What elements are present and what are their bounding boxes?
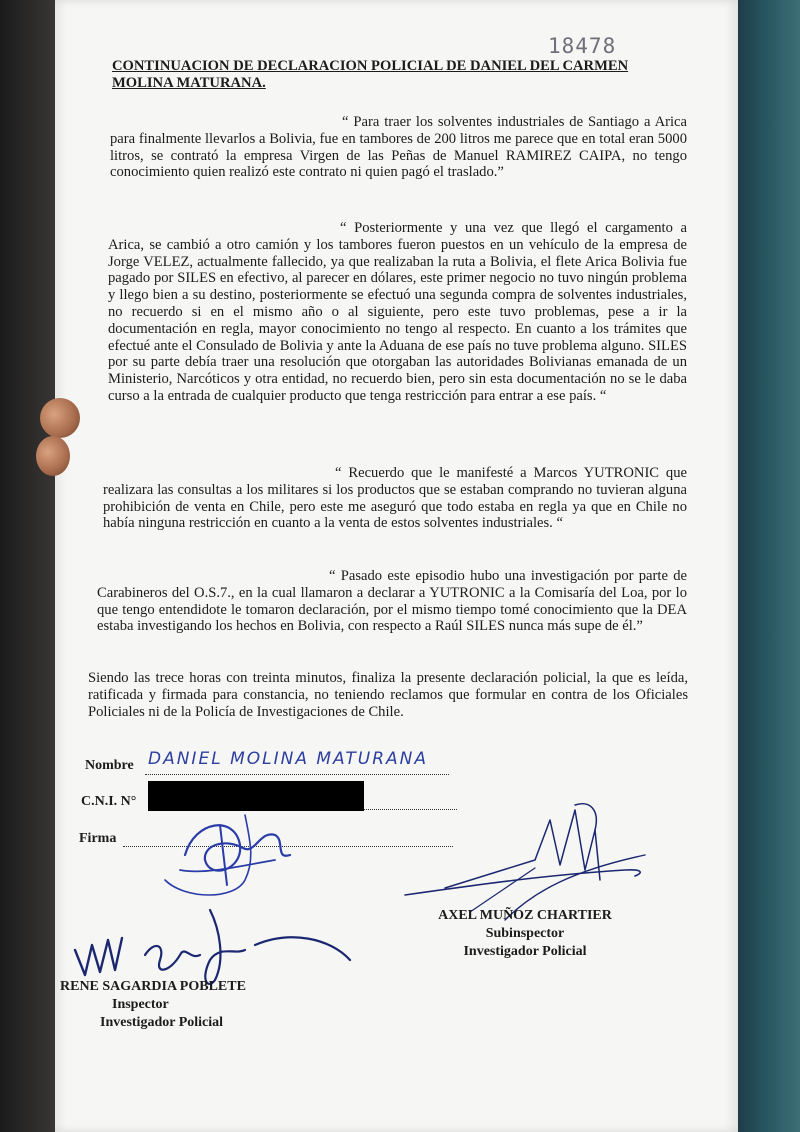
signatory-munoz-rank: Subinspector	[485, 926, 565, 941]
binder-background	[735, 0, 800, 1132]
paragraph-1: “ Para traer los solventes industriales de Santiago a Arica para finalmente llevarlos a Bolivia, fue en tambores de 200 litros me parece que en total eran 5000 litros, se contrató la empresa Virgen de las Peñas de Manuel RAMIREZ CAIPA, no tengo conocimiento quien realizó este contrato ni quien pagó el traslado.”	[110, 114, 687, 181]
signature-label: Firma	[79, 831, 117, 846]
left-background	[0, 0, 58, 1132]
signatory-munoz-role: Investigador Policial	[463, 944, 587, 959]
document-page	[55, 0, 738, 1132]
signatory-sagardia	[60, 978, 290, 1032]
finger-shadow-1	[40, 398, 80, 438]
cni-label: C.N.I. N°	[81, 794, 137, 809]
signatory-sagardia-name: RENE SAGARDIA POBLETE	[60, 979, 246, 994]
document-title: CONTINUACION DE DECLARACION POLICIAL DE DANIEL DEL CARMEN MOLINA MATURANA.	[112, 58, 629, 91]
sagardia-signature-drawing	[60, 900, 360, 990]
name-line	[145, 773, 449, 775]
signatory-sagardia-rank: Inspector	[112, 997, 169, 1012]
signatory-sagardia-role: Investigador Policial	[100, 1015, 224, 1030]
deponent-signature-drawing	[125, 800, 365, 910]
folio-stamp: 18478	[548, 34, 617, 58]
finger-shadow-2	[36, 436, 70, 476]
signatory-munoz	[415, 907, 635, 961]
paragraph-2: “ Posteriormente y una vez que llegó el cargamento a Arica, se cambió a otro camión y los tambores fueron puestos en un vehículo de la empresa de Jorge VELEZ, actualmente fallecido, ya que realizaban la ruta a Bolivia, el flete Arica Bolivia fue pagado por SILES en efectivo, al parecer en dólares, este primer negocio no tuvo ningún problema y llego bien a su destino, posteriormente se efectuó una segunda compra de solventes industriales, no recuerdo si en el mismo año o al siguiente, pero este tuvo problemas, pese a ir la documentación en regla, mayor conocimiento no tengo al respecto. En cuanto a los trámites que efectué ante el Consulado de Bolivia y ante la Aduana de ese país no tuve problema alguno. SILES por su parte debía traer una resolución que otorgaban las autoridades Bolivianas emanada de un Ministerio, Narcóticos y otra entidad, no recuerdo bien, pero sin esta documentación no se le daba curso a la entrada de cualquier producto que tenga restricción para entrar a ese país. “	[108, 220, 687, 404]
name-label: Nombre	[85, 758, 134, 773]
paragraph-4: “ Pasado este episodio hubo una investigación por parte de Carabineros del O.S.7., en la cual llamaron a declarar a YUTRONIC a la Comisaría del Loa, por lo que tengo entendidote le tomaron declaración, por el mismo tiempo tomé conocimiento que la DEA estaba investigando los hechos en Bolivia, con respecto a Raúl SILES nunca más supe de él.”	[97, 568, 687, 635]
paragraph-3: “ Recuerdo que le manifesté a Marcos YUTRONIC que realizara las consultas a los militares si los productos que se estaban comprando no tuvieran alguna prohibición de venta en Chile, pero este me aseguró que todo estaba en regla ya que en Chile no había ninguna restricción en cuanto a la venta de estos solventes industriales. “	[103, 465, 687, 532]
name-handwritten: DANIEL MOLINA MATURANA	[148, 749, 429, 769]
signatory-munoz-name: AXEL MUÑOZ CHARTIER	[438, 908, 612, 923]
closing-paragraph: Siendo las trece horas con treinta minutos, finaliza la presente declaración policial, la que es leída, ratificada y firmada para constancia, no teniendo reclamos que formular en contra de los Oficiales Policiales ni de la Policía de Investigaciones de Chile.	[88, 670, 688, 720]
